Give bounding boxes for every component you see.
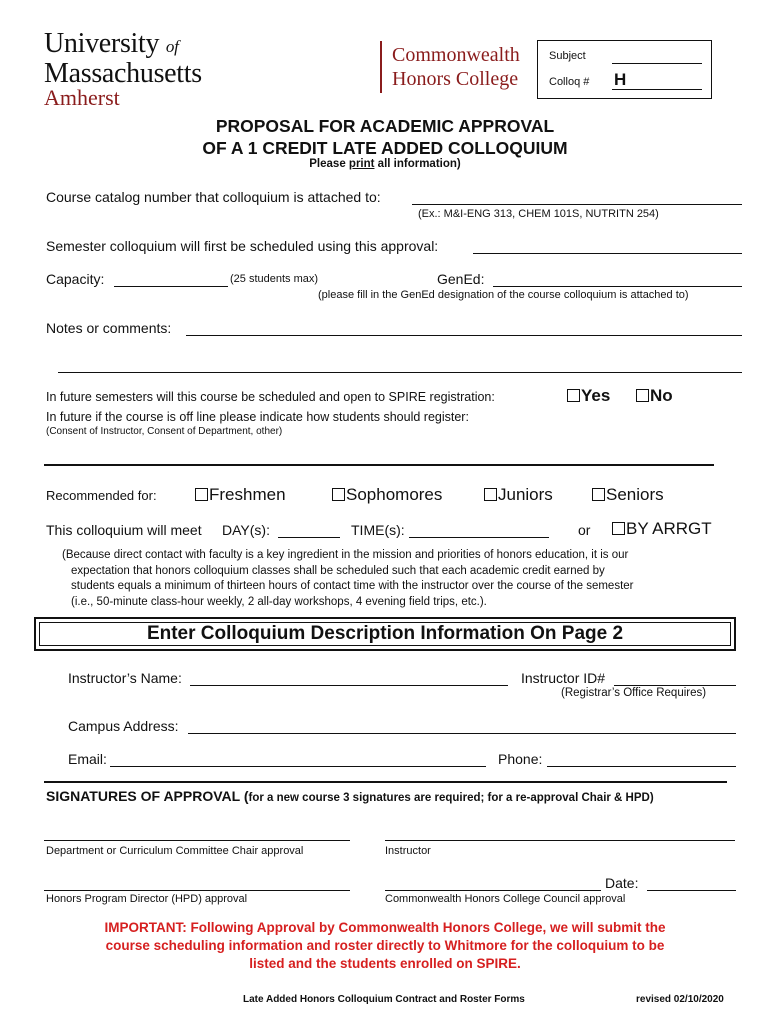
email-label: Email: — [68, 751, 107, 767]
capacity-field[interactable] — [114, 286, 228, 287]
umass-amherst-logo — [44, 30, 202, 109]
or-label: or — [578, 522, 591, 538]
instructor-name-label: Instructor’s Name: — [68, 670, 182, 686]
offline-question: In future if the course is off line please indicate how students should register: — [46, 410, 469, 424]
date-field[interactable] — [647, 890, 736, 891]
section-divider — [44, 781, 727, 783]
yes-checkbox[interactable] — [567, 389, 580, 402]
time-field[interactable] — [409, 537, 549, 538]
date-label: Date: — [605, 875, 639, 891]
phone-field[interactable] — [547, 766, 736, 767]
council-signature-field[interactable] — [385, 890, 601, 891]
instructor-id-label: Instructor ID# — [521, 670, 606, 686]
logo-word-of: of — [165, 37, 179, 56]
email-field[interactable] — [110, 766, 486, 767]
by-arrgt-option[interactable]: BY ARRGT — [612, 519, 712, 539]
subject-field[interactable] — [612, 63, 702, 64]
campus-address-label: Campus Address: — [68, 718, 179, 734]
semester-field[interactable] — [473, 253, 742, 254]
juniors-checkbox[interactable] — [484, 488, 497, 501]
time-label: TIME(s): — [351, 522, 405, 538]
hpd-label: Honors Program Director (HPD) approval — [46, 893, 248, 905]
instructor-id-note: (Registrar’s Office Requires) — [561, 687, 707, 699]
gened-label: GenEd: — [437, 271, 485, 287]
page2-banner — [34, 617, 736, 651]
instructor-signature-field[interactable] — [385, 840, 735, 841]
hpd-signature-field[interactable] — [44, 890, 350, 891]
no-label: No — [650, 386, 673, 405]
notes-label: Notes or comments: — [46, 320, 172, 336]
page-title-line2: OF A 1 CREDIT LATE ADDED COLLOQUIUM — [202, 138, 568, 158]
subject-label: Subject — [549, 50, 586, 62]
logo-line-university: University — [44, 28, 160, 59]
seniors-checkbox[interactable] — [592, 488, 605, 501]
signatures-heading: SIGNATURES OF APPROVAL (for a new course 3 signatures are required; for a re-approval Chair & HPD) — [46, 788, 654, 804]
rec-freshmen-option[interactable]: Freshmen — [195, 485, 286, 505]
gened-note: (please fill in the GenEd designation of the course colloquium is attached to) — [318, 289, 689, 301]
page-subtitle: Please print all information) — [309, 158, 461, 170]
no-option[interactable] — [636, 386, 673, 406]
dept-chair-signature-field[interactable] — [44, 840, 350, 841]
colloq-field[interactable] — [612, 89, 702, 90]
meet-label: This colloquium will meet — [46, 522, 202, 538]
offline-note: (Consent of Instructor, Consent of Department, other) — [46, 426, 283, 437]
notes-field-1[interactable] — [186, 335, 742, 336]
page-title-line1: PROPOSAL FOR ACADEMIC APPROVAL — [215, 116, 555, 136]
logo-divider — [380, 41, 382, 93]
future-question: In future semesters will this course be scheduled and open to SPIRE registration: — [46, 390, 495, 404]
notes-field-2[interactable] — [58, 372, 742, 373]
logo-line-massachusetts: Massachusetts — [44, 58, 202, 89]
semester-label: Semester colloquium will first be scheduled using this approval: — [46, 238, 439, 254]
colloq-value: H — [614, 70, 627, 89]
council-label: Commonwealth Honors College Council approval — [385, 893, 626, 905]
catalog-field[interactable] — [412, 204, 742, 205]
honors-logo-line2: Honors College — [392, 68, 519, 90]
honors-logo-line1: Commonwealth — [392, 44, 520, 66]
freshmen-checkbox[interactable] — [195, 488, 208, 501]
yes-option[interactable] — [567, 386, 610, 406]
days-label: DAY(s): — [222, 522, 270, 538]
catalog-example: (Ex.: M&I-ENG 313, CHEM 101S, NUTRITN 254) — [418, 208, 659, 220]
subject-box — [537, 40, 712, 99]
campus-address-field[interactable] — [188, 733, 736, 734]
gened-field[interactable] — [493, 286, 742, 287]
footer-revision: revised 02/10/2020 — [636, 994, 724, 1005]
catalog-label: Course catalog number that colloquium is attached to: — [46, 189, 381, 205]
contact-note: (Because direct contact with faculty is a key ingredient in the mission and priorities of honors education, it is our expectation that honors colloquium classes shall be scheduled such that each academic credit earned by students equals a minimum of thirteen hours of contact time with the instructor over the course of the semester (i.e., 50-minute class-hour weekly, 2 all-day workshops, 4 evening field trips, etc.). — [62, 549, 634, 608]
colloq-label: Colloq # — [549, 76, 590, 88]
instructor-signature-label: Instructor — [385, 845, 431, 857]
rec-seniors-option[interactable]: Seniors — [592, 485, 664, 505]
page2-banner-text: Enter Colloquium Description Information On Page 2 — [39, 622, 731, 646]
rec-sophomores-option[interactable]: Sophomores — [332, 485, 442, 505]
days-field[interactable] — [278, 537, 340, 538]
sophomores-checkbox[interactable] — [332, 488, 345, 501]
phone-label: Phone: — [498, 751, 543, 767]
yes-label: Yes — [581, 386, 611, 405]
instructor-id-field[interactable] — [614, 685, 736, 686]
dept-chair-label: Department or Curriculum Committee Chair approval — [46, 845, 304, 857]
instructor-name-field[interactable] — [190, 685, 508, 686]
recommended-label: Recommended for: — [46, 488, 157, 503]
by-arrgt-checkbox[interactable] — [612, 522, 625, 535]
capacity-label: Capacity: — [46, 271, 105, 287]
honors-college-logo — [392, 43, 520, 91]
rec-juniors-option[interactable]: Juniors — [484, 485, 553, 505]
no-checkbox[interactable] — [636, 389, 649, 402]
important-notice: IMPORTANT: Following Approval by Commonwealth Honors College, we will submit the course scheduling information and roster directly to Whitmore for the colloquium to be listed and the students enrolled on SPIRE. — [104, 920, 666, 971]
footer-title: Late Added Honors Colloquium Contract and Roster Forms — [243, 994, 525, 1005]
logo-line-amherst: Amherst — [44, 85, 120, 110]
offline-field[interactable] — [44, 464, 714, 466]
capacity-note: (25 students max) — [230, 273, 319, 285]
